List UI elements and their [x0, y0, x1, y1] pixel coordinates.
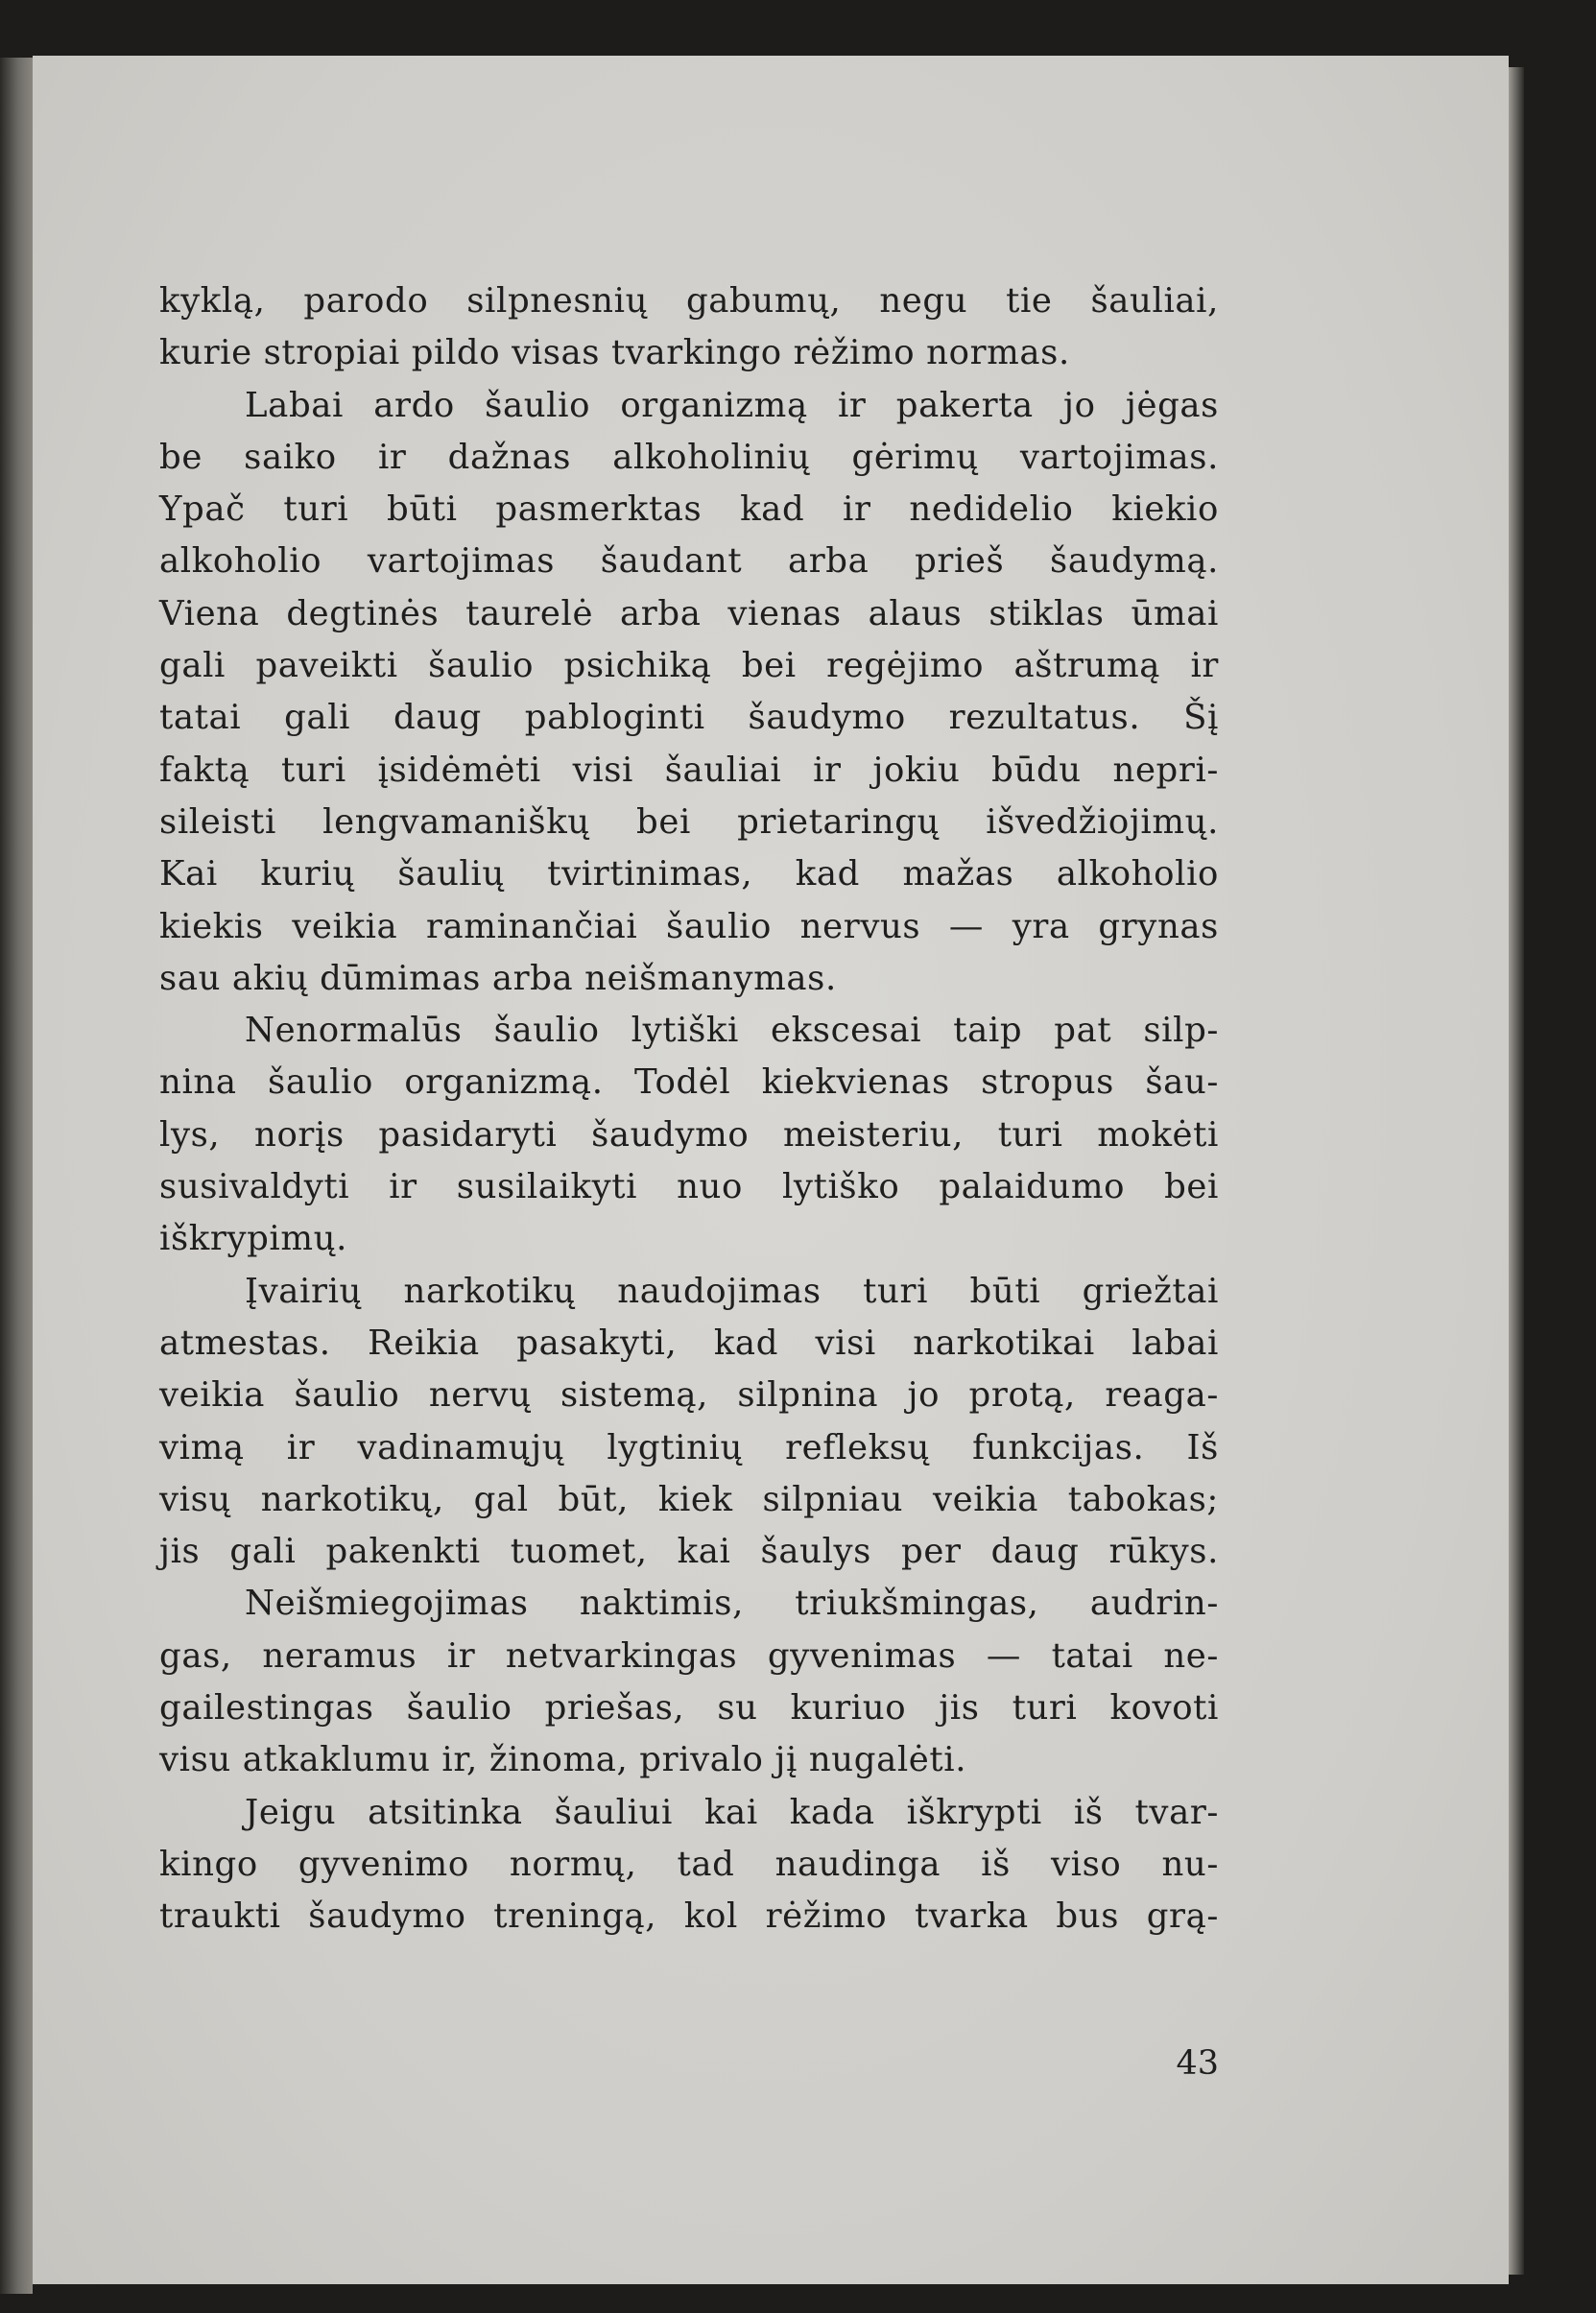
- text-line: veikia šaulio nervų sistemą, silpnina jo protą, reaga-: [159, 1375, 1219, 1416]
- text-line: kyklą, parodo silpnesnių gabumų, negu tie šauliai,: [159, 281, 1219, 321]
- text-line: Ypač turi būti pasmerktas kad ir nedidelio kiekio: [159, 489, 1219, 530]
- text-line: Įvairių narkotikų naudojimas turi būti griežtai: [245, 1271, 1219, 1311]
- text-line: vimą ir vadinamųjų lygtinių refleksų funkcijas. Iš: [159, 1427, 1219, 1467]
- page-number: 43: [1176, 2044, 1219, 2083]
- text-line: visu atkaklumu ir, žinoma, privalo jį nugalėti.: [159, 1740, 967, 1780]
- text-line: sau akių dūmimas arba neišmanymas.: [159, 958, 837, 998]
- text-line: kingo gyvenimo normų, tad naudinga iš viso nu-: [159, 1844, 1219, 1884]
- text-line: kiekis veikia raminančiai šaulio nervus — yra grynas: [159, 906, 1219, 946]
- text-line: faktą turi įsidėmėti visi šauliai ir jokiu būdu nepri-: [159, 750, 1219, 790]
- text-line: gailestingas šaulio priešas, su kuriuo jis turi kovoti: [159, 1688, 1219, 1729]
- text-line: nina šaulio organizmą. Todėl kiekvienas stropus šau-: [159, 1062, 1219, 1103]
- left-page-edge: [0, 58, 33, 2294]
- text-line: susivaldyti ir susilaikyti nuo lytiško palaidumo bei: [159, 1167, 1219, 1207]
- text-line: visų narkotikų, gal būt, kiek silpniau veikia tabokas;: [159, 1479, 1219, 1519]
- text-line: Labai ardo šaulio organizmą ir pakerta jo jėgas: [245, 385, 1219, 425]
- text-line: sileisti lengvamaniškų bei prietaringų išvedžiojimų.: [159, 801, 1219, 842]
- text-line: Nenormalūs šaulio lytiški ekscesai taip pat silp-: [245, 1011, 1219, 1051]
- text-line: Jeigu atsitinka šauliui kai kada iškrypti iš tvar-: [245, 1792, 1219, 1832]
- text-line: iškrypimų.: [159, 1219, 347, 1259]
- text-line: gas, neramus ir netvarkingas gyvenimas — tatai ne-: [159, 1635, 1219, 1676]
- text-line: Neišmiegojimas naktimis, triukšmingas, audrin-: [245, 1584, 1219, 1624]
- text-line: Viena degtinės taurelė arba vienas alaus stiklas ūmai: [159, 593, 1219, 633]
- text-line: tatai gali daug pabloginti šaudymo rezultatus. Šį: [159, 698, 1219, 738]
- text-line: traukti šaudymo treningą, kol rėžimo tvarka bus grą-: [159, 1896, 1219, 1937]
- body-text: [159, 275, 1219, 1943]
- right-page-edge: [1509, 67, 1524, 2275]
- text-line: lys, norįs pasidaryti šaudymo meisteriu, turi mokėti: [159, 1114, 1219, 1155]
- text-line: gali paveikti šaulio psichiką bei regėjimo aštrumą ir: [159, 646, 1219, 686]
- text-line: alkoholio vartojimas šaudant arba prieš šaudymą.: [159, 541, 1219, 582]
- text-line: jis gali pakenkti tuomet, kai šaulys per daug rūkys.: [159, 1532, 1219, 1572]
- text-line: Kai kurių šaulių tvirtinimas, kad mažas alkoholio: [159, 854, 1219, 894]
- text-line: atmestas. Reikia pasakyti, kad visi narkotikai labai: [159, 1323, 1219, 1363]
- text-line: be saiko ir dažnas alkoholinių gėrimų vartojimas.: [159, 437, 1219, 477]
- text-line: kurie stropiai pildo visas tvarkingo rėžimo normas.: [159, 333, 1070, 373]
